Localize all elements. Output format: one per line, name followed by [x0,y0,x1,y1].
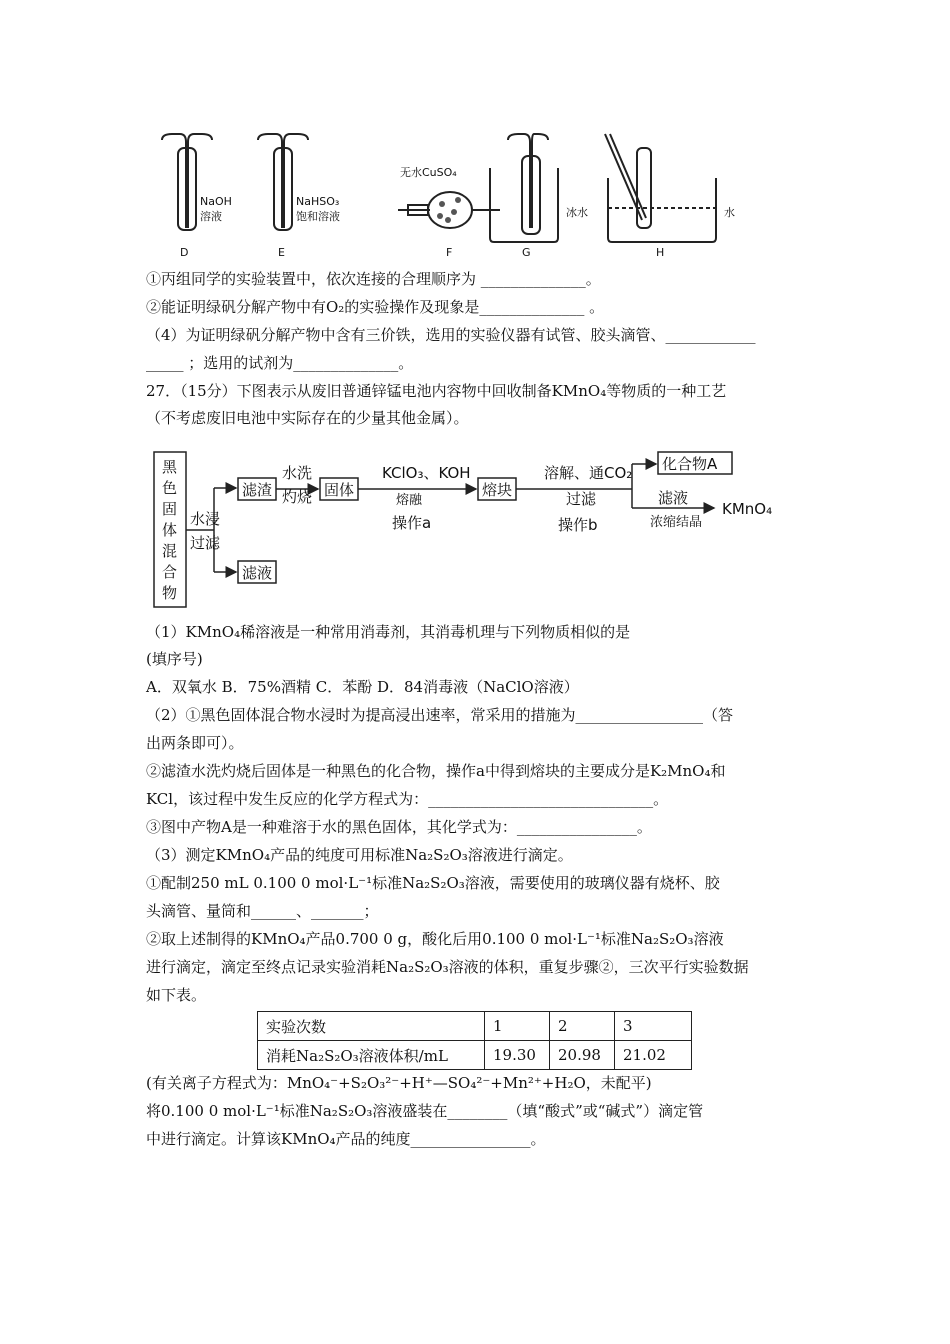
table-cell: 消耗Na₂S₂O₃溶液体积/mL [258,1041,485,1070]
nahso3-solution-label: 饱和溶液 [296,210,340,223]
table-row [258,1012,692,1041]
q3-1b: 头滴管、量筒和______、_______； [146,902,379,920]
flow-start-char-5: 混 [162,542,178,560]
q3-3b: 中进行滴定。计算该KMnO₄产品的纯度________________。 [146,1130,546,1148]
flow-compound-a: 化合物A [662,455,718,473]
q2-2a: ②滤渣水洗灼烧后固体是一种黑色的化合物，操作a中得到熔块的主要成分是K₂MnO₄和 [146,762,726,780]
flow-melt-block: 熔块 [482,481,513,499]
flow-filtrate-1: 滤液 [242,564,273,582]
table-cell: 1 [485,1012,550,1041]
naoh-label: NaOH [200,195,232,208]
flow-start-char-7: 物 [162,584,178,602]
q3-2b: 进行滴定，滴定至终点记录实验消耗Na₂S₂O₃溶液的体积，重复步骤②，三次平行实验数据 [146,958,749,976]
label-G: G [522,246,531,259]
flow-filter-b: 过滤 [566,490,597,508]
q-line-3: （4）为证明绿矾分解产物中含有三价铁，选用的实验仪器有试管、胶头滴管、____________ [146,326,756,344]
q1-note: (填序号) [146,650,203,668]
label-F: F [446,246,453,259]
q3-stem: （3）测定KMnO₄产品的纯度可用标准Na₂S₂O₃溶液进行滴定。 [146,846,573,864]
flow-op-a: 操作a [392,514,432,532]
flow-start-char-4: 体 [162,521,178,539]
ice-water-label: 冰水 [566,206,588,219]
process-flowchart [146,448,806,613]
q1-options: A．双氧水 B．75%酒精 C．苯酚 D．84消毒液（NaClO溶液） [146,678,579,696]
q3-2c: 如下表。 [146,986,207,1004]
nahso3-label: NaHSO₃ [296,195,340,208]
titration-data-table [257,1011,692,1070]
flow-wash: 水洗 [282,464,313,482]
q2-1b: 出两条即可）。 [146,734,244,752]
flow-concentrate: 浓缩结晶 [650,515,703,530]
table-cell: 实验次数 [258,1012,485,1041]
q-line-1: ①丙组同学的实验装置中，依次连接的合理顺序为 ______________。 [146,270,601,288]
flow-start-char-6: 合 [162,563,178,581]
cuso4-label: 无水CuSO₄ [400,166,457,179]
water-label: 水 [724,206,735,219]
flow-product: KMnO₄ [722,500,773,518]
table-cell: 21.02 [615,1041,692,1070]
flow-water-leach: 水浸 [190,510,221,528]
flow-melt: 熔融 [396,493,423,508]
apparatus-diagram [150,128,750,263]
q-line-4: _____ ；选用的试剂为______________。 [146,354,414,372]
flow-residue: 滤渣 [242,481,273,499]
flow-start-char-1: 黑 [162,458,178,476]
table-cell: 19.30 [485,1041,550,1070]
q2-3: ③图中产物A是一种难溶于水的黑色固体，其化学式为：________________。 [146,818,652,836]
q27-note: （不考虑废旧电池中实际存在的少量其他金属）。 [146,409,469,427]
q27-title: 27．（15分）下图表示从废旧普通锌锰电池内容物中回收制备KMnO₄等物质的一种工艺 [146,382,727,400]
label-D: D [180,246,189,259]
q3-1a: ①配制250 mL 0.100 0 mol·L⁻¹标准Na₂S₂O₃溶液，需要使用的玻璃仪器有烧杯、胶 [146,874,720,892]
flow-start-char-2: 色 [162,479,178,497]
flow-burn: 灼烧 [282,488,313,506]
q-line-2: ②能证明绿矾分解产物中有O₂的实验操作及现象是______________ 。 [146,298,605,316]
flow-op-b: 操作b [558,516,598,534]
q2-1a: （2）①黑色固体混合物水浸时为提高浸出速率，常采用的措施为_________________（答 [146,706,734,724]
flow-solid: 固体 [324,481,355,499]
naoh-solution-label: 溶液 [200,210,222,223]
table-cell: 3 [615,1012,692,1041]
label-E: E [278,246,285,259]
flow-filter: 过滤 [190,534,221,552]
flow-dissolve: 溶解、通CO₂ [544,464,633,482]
q3-2a: ②取上述制得的KMnO₄产品0.700 0 g，酸化后用0.100 0 mol·L⁻¹标准Na₂S₂O₃溶液 [146,930,724,948]
flow-filtrate-2: 滤液 [658,489,689,507]
q3-3a: 将0.100 0 mol·L⁻¹标准Na₂S₂O₃溶液盛装在________（填“酸式”或“碱式”）滴定管 [146,1102,704,1120]
q1-stem: （1）KMnO₄稀溶液是一种常用消毒剂，其消毒机理与下列物质相似的是 [146,623,631,641]
label-H: H [656,246,665,259]
flow-reagents-a: KClO₃、KOH [382,464,471,482]
table-cell: 2 [550,1012,615,1041]
flow-start-char-3: 固 [162,500,178,518]
table-row [258,1041,692,1070]
table-cell: 20.98 [550,1041,615,1070]
ion-equation: (有关离子方程式为：MnO₄⁻+S₂O₃²⁻+H⁺—SO₄²⁻+Mn²⁺+H₂O，未配平) [146,1074,652,1092]
q2-2b: KCl，该过程中发生反应的化学方程式为：______________________________。 [146,790,669,808]
